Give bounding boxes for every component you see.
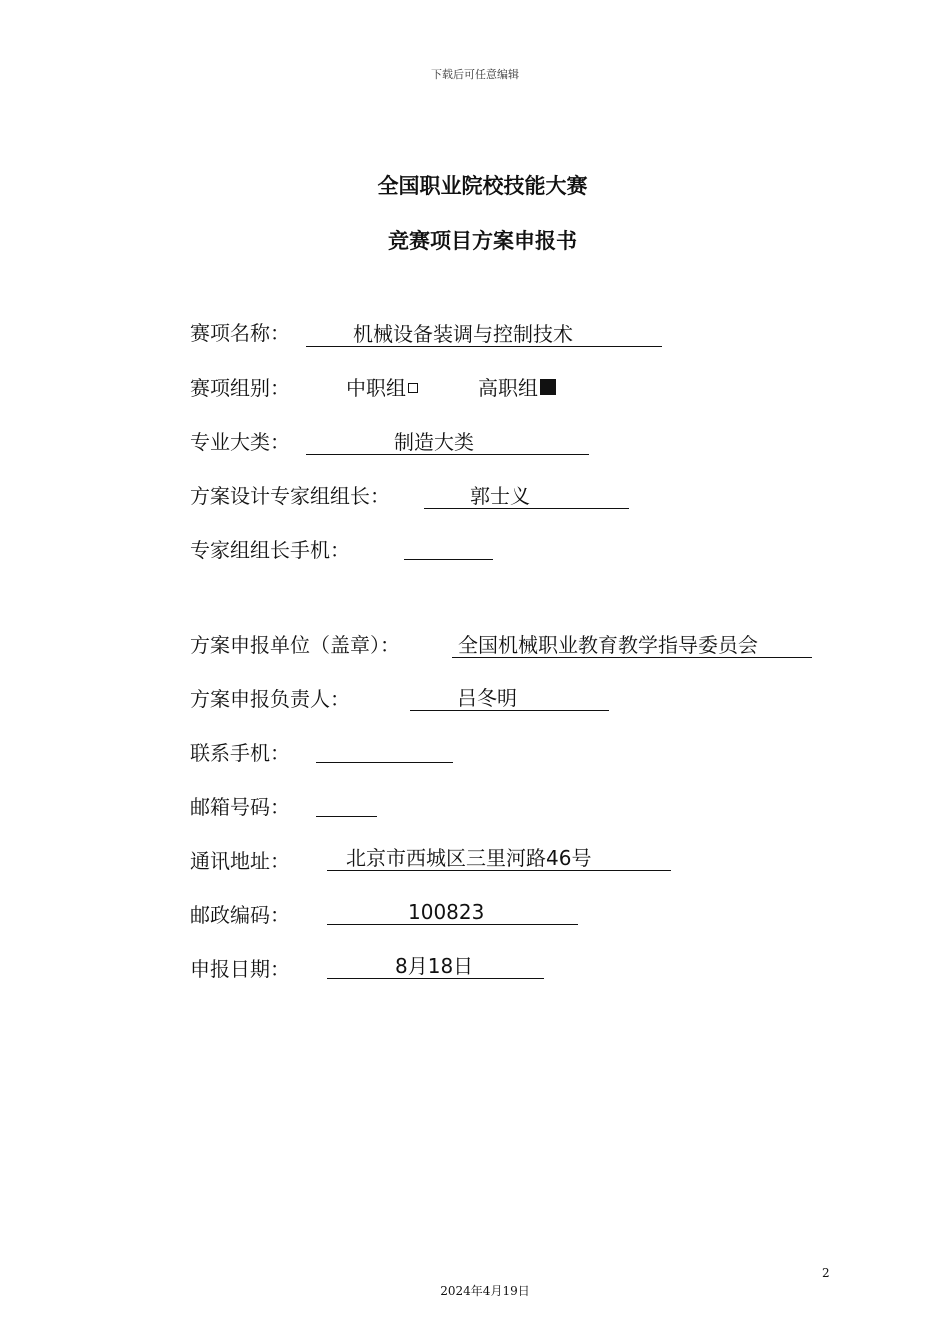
event-group-row [190,373,290,403]
expert-leader-label: 方案设计专家组组长： [190,484,390,508]
person-in-charge-field [410,686,609,711]
expert-leader-field [424,484,629,509]
date-label: 申报日期： [190,957,290,981]
contact-phone-row [190,738,290,768]
leader-phone-label: 专家组组长手机： [190,538,350,562]
page-number: 2 [822,1266,830,1280]
applicant-unit-row [190,630,400,660]
major-category-label: 专业大类： [190,430,290,454]
event-name-label: 赛项名称： [190,321,290,345]
postal-code-field [327,900,578,925]
document-title: 全国职业院校技能大赛 [377,174,588,198]
leader-phone-row [190,535,350,565]
person-in-charge-label: 方案申报负责人： [190,687,350,711]
address-row [190,846,290,876]
event-name-row [190,318,290,348]
email-label: 邮箱号码： [190,795,290,819]
applicant-unit-field [452,633,812,658]
postal-code-row [190,900,290,930]
date-field [327,954,544,979]
event-name-value: 机械设备装调与控制技术 [353,322,573,346]
contact-phone-label: 联系手机： [190,741,290,765]
applicant-unit-value: 全国机械职业教育教学指导委员会 [458,633,758,657]
secondary-label: 中职组 [346,376,406,400]
address-value: 北京市西城区三里河路46号 [346,846,592,870]
email-field [316,792,377,817]
address-label: 通讯地址： [190,849,290,873]
major-category-value: 制造大类 [394,430,474,454]
document-subtitle: 竞赛项目方案申报书 [388,229,577,253]
person-in-charge-row [190,684,350,714]
applicant-unit-label: 方案申报单位（盖章）： [190,633,400,657]
major-category-field [306,430,589,455]
contact-phone-field [316,738,453,763]
leader-phone-field [404,535,493,560]
person-in-charge-value: 吕冬明 [457,686,517,710]
footer-date: 2024年4月19日 [440,1284,530,1298]
email-row [190,792,290,822]
header-note: 下载后可任意编辑 [431,68,519,81]
date-value: 8月18日 [395,954,474,978]
date-row [190,954,290,984]
secondary-option [346,373,418,403]
expert-leader-row [190,481,390,511]
higher-option [478,373,556,403]
major-category-row [190,427,290,457]
higher-checkbox [540,379,556,395]
event-name-field [306,322,662,347]
event-group-label: 赛项组别： [190,376,290,400]
postal-code-label: 邮政编码： [190,903,290,927]
secondary-checkbox [408,383,418,393]
expert-leader-value: 郭士义 [470,484,530,508]
higher-label: 高职组 [478,376,538,400]
address-field [327,846,671,871]
postal-code-value: 100823 [408,900,485,924]
